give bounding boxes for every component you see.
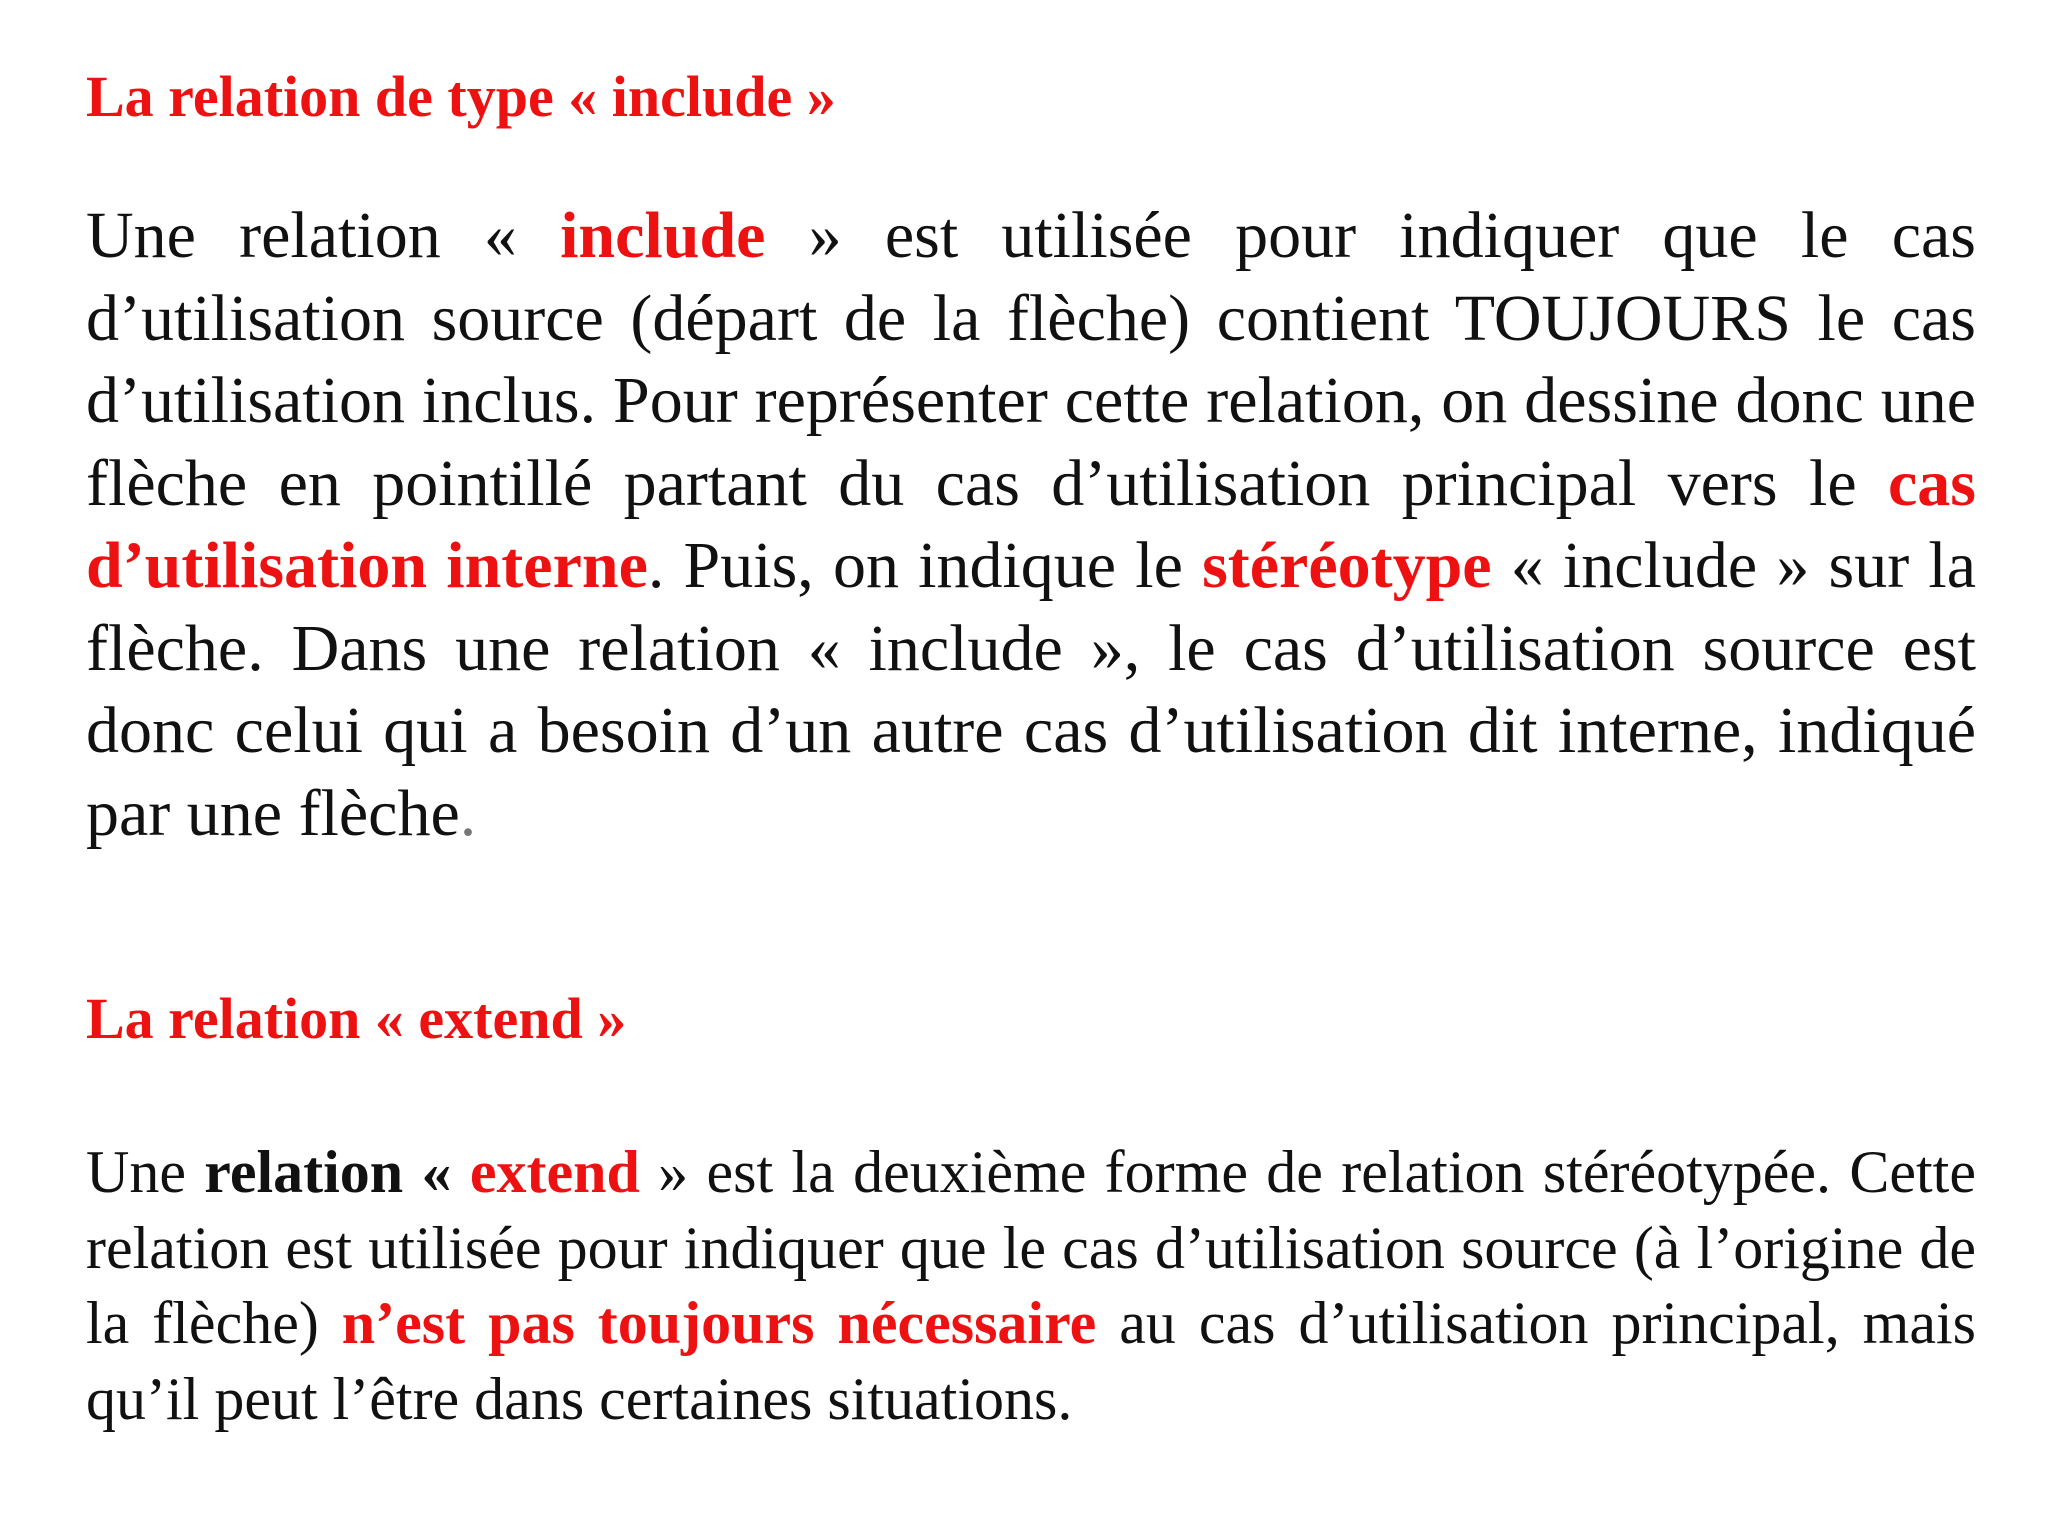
heading-include: La relation de type « include »: [86, 64, 836, 129]
heading-extend: La relation « extend »: [86, 986, 627, 1051]
highlight-not-always-necessary: n’est pas toujours nécessaire: [341, 1290, 1097, 1356]
text-run: [452, 1139, 470, 1205]
paragraph-extend: [86, 1135, 1976, 1437]
text-run: » est utilisée pour indiquer que le cas d’utilisation source (départ de la flèche) contient TOUJOURS le cas d’utilisation inclus. Pour représenter cette relation, on dessine donc une flèche en pointillé partant du cas d’utilisation principal vers le: [86, 199, 1976, 520]
period: .: [459, 776, 477, 850]
paragraph-include: [86, 195, 1976, 855]
text-run: au cas d’utilisation principal, mais qu’il peut l’être dans certaines situations.: [86, 1290, 1976, 1432]
text-run: « include » sur la flèche. Dans une relation « include », le cas d’utilisation source est donc celui qui a besoin d’un autre cas d’utilisation dit interne, indiqué par une flèche: [86, 529, 1977, 850]
text-run: Une relation «: [86, 199, 561, 272]
highlight-internal-use-case: cas d’utilisation interne: [86, 446, 1976, 602]
highlight-stereotype: stéréotype: [1202, 529, 1492, 602]
bold-relation: relation «: [204, 1139, 452, 1205]
highlight-extend: extend: [469, 1139, 640, 1205]
highlight-include: include: [560, 199, 766, 272]
text-run: . Puis, on indique le: [647, 529, 1203, 602]
text-run: Une: [86, 1139, 205, 1205]
text-run: » est la deuxième forme de relation stéréotypée. Cette relation est utilisée pour indiquer que le cas d’utilisation source (à l’origine de la flèche): [86, 1139, 1976, 1356]
